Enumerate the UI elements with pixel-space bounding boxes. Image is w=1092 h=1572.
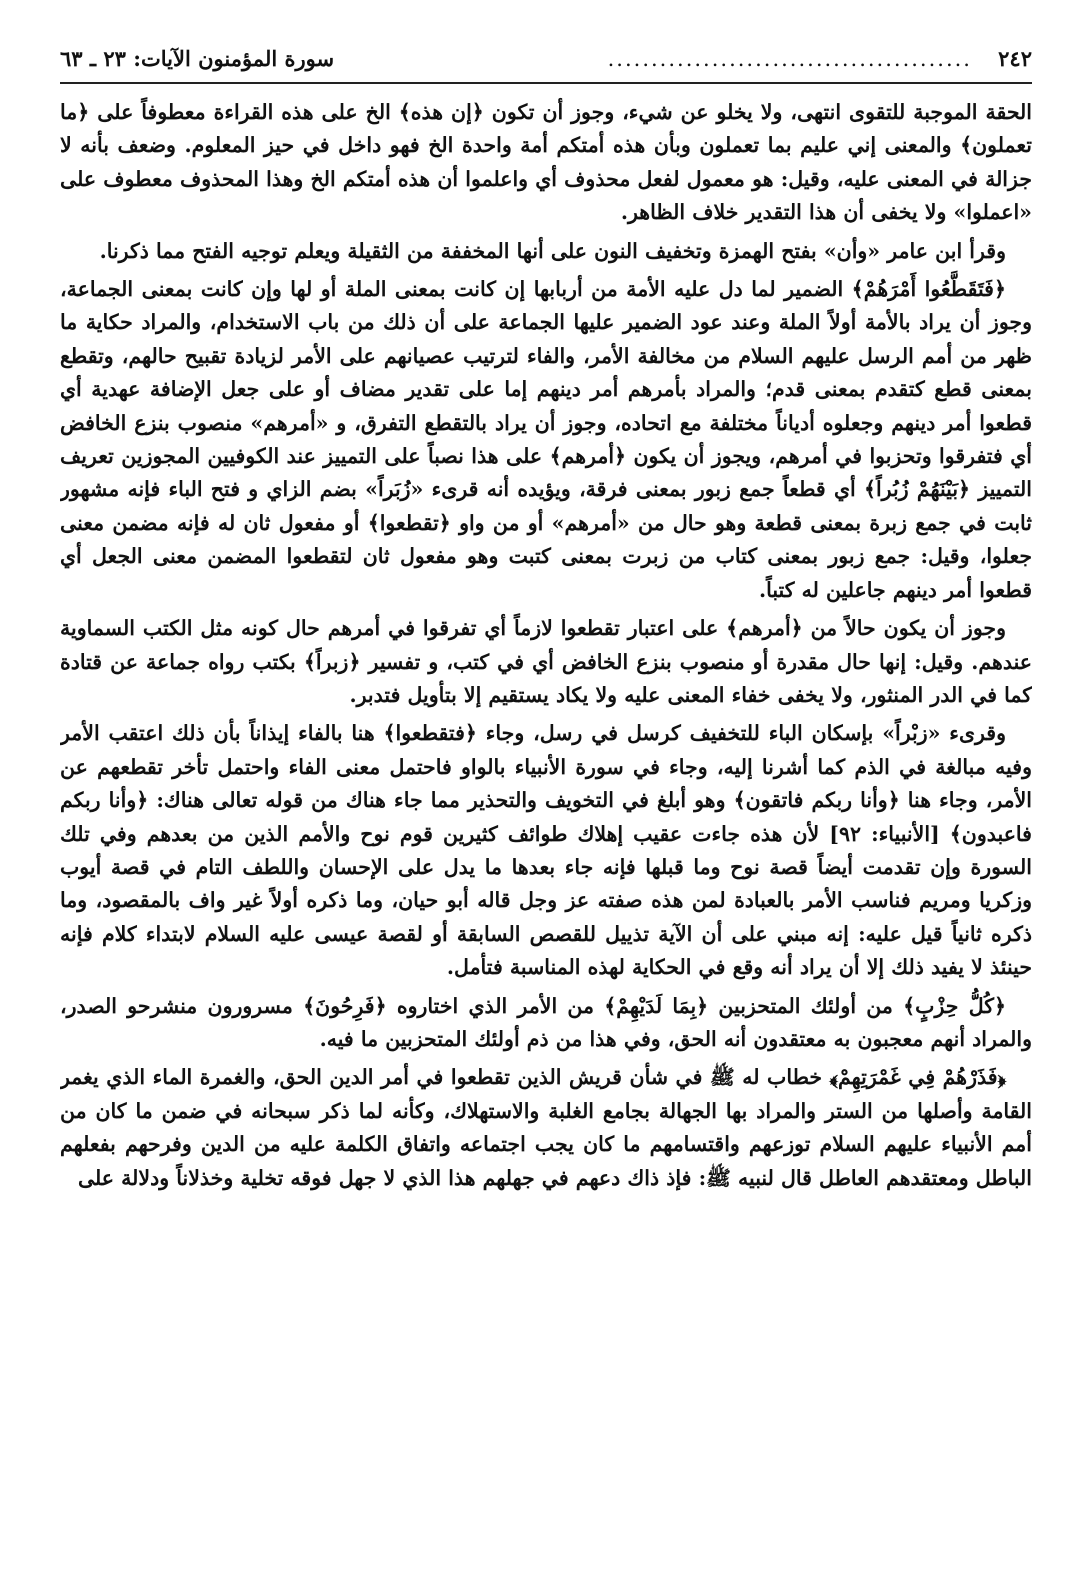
paragraph-4: وجوز أن يكون حالاً من ﴿أمرهم﴾ على اعتبار تقطعوا لازماً أي تفرقوا في أمرهم حال كونه مثل الكتب السماوية عندهم. وقيل: إنها حال مقدرة أو منصوب بنزع الخافض أي في كتب، و تفسير ﴿زبراً﴾ بكتب رواه جماعة عن قتادة كما في الدر المنثور، ولا يخفى خفاء المعنى عليه ولا يكاد يستقيم إلا بتأويل فتدبر. — [60, 616, 1032, 707]
paragraph-2: وقرأ ابن عامر «وأن» بفتح الهمزة وتخفيف النون على أنها المخففة من الثقيلة ويعلم توجيه الفتح مما ذكرنا. — [99, 238, 1006, 263]
book-page — [60, 38, 1032, 1552]
paragraph-5: وقرىء «زبْراً» بإسكان الباء للتخفيف كرسل في رسل، وجاء ﴿فتقطعوا﴾ هنا بالفاء إيذاناً بأن ذلك اعتقب الأمر وفيه مبالغة في الذم كما أشرنا إليه، وجاء في سورة الأنبياء بالواو فاحتمل معنى الفاء واحتمل تأخر تقطعهم عن الأمر، وجاء هنا ﴿وأنا ربكم فاتقون﴾ وهو أبلغ في التخويف والتحذير مما جاء هناك من قوله تعالى هناك: ﴿وأنا ربكم فاعبدون﴾ [الأنبياء: ٩٢] لأن هذه جاءت عقيب إهلاك طوائف كثيرين قوم نوح والأمم الذين من بعدهم وفي تلك السورة وإن تقدمت أيضاً قصة نوح وما قبلها فإنه جاء بعدها ما يدل على الإحسان واللطف التام في قصة أيوب وزكريا ومريم فناسب الأمر بالعبادة لمن هذه صفته عز وجل قاله أبو حيان، وما ذكره أولاً غير واف بالمقصود، وما ذكره ثانياً قيل عليه: إنه مبني على أن الآية تذييل للقصص السابقة أو لقصة عيسى عليه السلام لابتداء كلام فإنه حينئذ لا يفيد ذلك إلا أن يراد أنه وقع في الحكاية لهذه المناسبة فتأمل. — [60, 721, 1032, 980]
paragraph-6: ﴿كُلُّ حِزْبٍ﴾ من أولئك المتحزبين ﴿بِمَا لَدَيْهِمْ﴾ من الأمر الذي اختاروه ﴿فَرِحُونَ﴾ مسرورون منشرحو الصدر، والمراد أنهم معجبون به معتقدون أنه الحق، وفي هذا من ذم أولئك المتحزبين ما فيه. — [60, 993, 1032, 1051]
page-number: ٢٤٢ — [998, 46, 1032, 71]
header-leader-dots: .......................................... — [607, 47, 972, 71]
paragraph-7: ﴿فَذَرْهُمْ فِي غَمْرَتِهِمْ﴾ خطاب له ﷺ في شأن قريش الذين تقطعوا في أمر الدين الحق، والغمرة الماء الذي يغمر القامة وأصلها من الستر والمراد بها الجهالة بجامع الغلبة والاستهلاك، وكأنه لما ذكر سبحانه في ضمن ما كان من أمم الأنبياء عليهم السلام توزعهم واقتسامهم ما كان يجب اجتماعه واتفاق الكلمة عليه من الدين وفرحهم بفعلهم الباطل ومعتقدهم العاطل قال لنبيه ﷺ: فإذ ذاك دعهم في جهلهم هذا الذي لا جهل فوقه تخلية وخذلاناً ودلالة على — [60, 1065, 1032, 1190]
paragraph-1: الحقة الموجبة للتقوى انتهى، ولا يخلو عن شيء، وجوز أن تكون ﴿إن هذه﴾ الخ على هذه القراءة معطوفاً على ﴿ما تعملون﴾ والمعنى إني عليم بما تعملون وبأن هذه أمتكم أمة واحدة الخ فهو داخل في حيز المعلوم. وضعف بأنه لا جزالة في المعنى عليه، وقيل: هو معمول لفعل محذوف أي واعلموا أن هذه أمتكم الخ وهذا المحذوف معطوف على «اعملوا» ولا يخفى أن هذا التقدير خلاف الظاهر. — [60, 100, 1032, 225]
paragraph-3: ﴿فَتَقَطَّعُوا أَمْرَهُمْ﴾ الضمير لما دل عليه الأمة من أربابها إن كانت بمعنى الملة أو لها وإن كانت بمعنى الجماعة، وجوز أن يراد بالأمة أولاً الملة وعند عود الضمير عليها الجماعة على أن ذلك من باب الاستخدام، والمراد حكاية ما ظهر من أمم الرسل عليهم السلام من مخالفة الأمر، والفاء لترتيب عصيانهم على الأمر لزيادة تقبيح حالهم، وتقطع بمعنى قطع كتقدم بمعنى قدم؛ والمراد بأمرهم أمر دينهم إما على تقدير مضاف أو على جعل الإضافة عهدية أي قطعوا أمر دينهم وجعلوه أدياناً مختلفة مع اتحاده، وجوز أن يراد بالتقطع التفرق، و «أمرهم» منصوب بنزع الخافض أي فتفرقوا وتحزبوا في أمرهم، ويجوز أن يكون ﴿أمرهم﴾ على هذا نصباً على التمييز عند الكوفيين المجوزين تعريف التمييز ﴿بَيْنَهُمْ زُبُراً﴾ أي قطعاً جمع زبور بمعنى فرقة، ويؤيده أنه قرىء «زُبَراً» بضم الزاي و فتح الباء فإنه مشهور ثابت في جمع زبرة بمعنى قطعة وهو حال من «أمرهم» أو من واو ﴿تقطعوا﴾ أو مفعول ثان له فإنه مضمن معنى جعلوا، وقيل: جمع زبور بمعنى كتاب من زبرت بمعنى كتبت وهو مفعول ثان لتقطعوا المضمن معنى الجعل أي قطعوا أمر دينهم جاعلين له كتباً. — [60, 277, 1032, 602]
header-title: سورة المؤمنون الآيات: ٢٣ ـ ٦٣ — [60, 46, 335, 71]
body-text — [60, 96, 1032, 1195]
running-header — [60, 38, 1032, 84]
